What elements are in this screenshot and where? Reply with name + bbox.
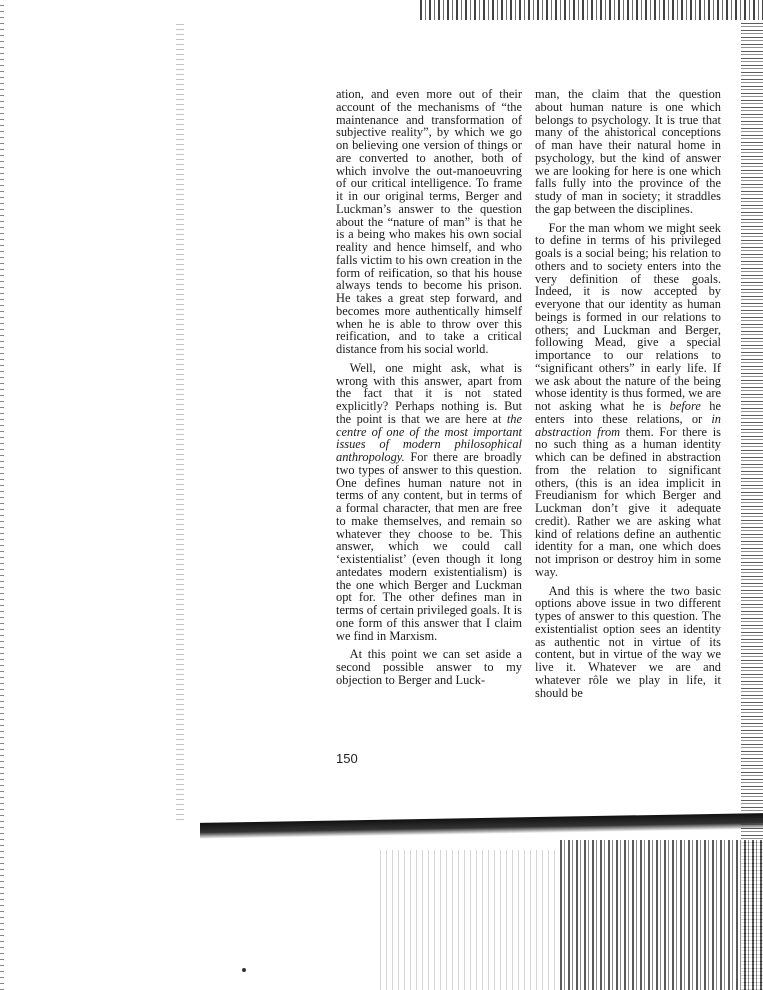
text-run: he enters into these relations, or [535, 399, 722, 426]
page-number: 150 [336, 751, 358, 766]
scan-speck [242, 968, 246, 972]
paragraph [535, 222, 721, 579]
paragraph [336, 88, 522, 356]
paragraph [336, 648, 522, 686]
text-run: them. For there is no such thing as a human identity which can be defined in abstraction from the relation to significant others, (this is an idea implicit in Freudianism for which Berger and Luckman don’t give it adequate credit). Rather we are asking what kind of relations define an authentic identity for a man, one which does not imprison or destroy him in some way. [535, 424, 721, 579]
italic-text: in abstraction from [535, 411, 721, 439]
paragraph [535, 585, 721, 700]
paragraph [535, 88, 721, 216]
italic-text: before [669, 399, 701, 413]
right-column [535, 88, 721, 699]
scan-artifact-bottom [380, 850, 560, 990]
text-run: And this is where the two basic options above issue in two different types of answer to this question. The existentialist option sees an identity as authentic not in virtue of its content, but in virtue of the way we live it. Whatever we are and whatever rôle we play in life, it should be [535, 583, 721, 700]
scan-artifact-top [420, 0, 763, 20]
text-run: For the man whom we might seek to define in terms of his privileged goals is a social being; his relation to others and to society enters into the very definition of these goals. Indeed, it is now accepted by everyone that our identity as human beings is formed in our relations to others; and Luckman and Berger, following Mead, give a special importance to our relations to “significant others” in early life. If we ask about the nature of the being whose identity is thus formed, we are not asking what he is [535, 220, 721, 413]
page-edge [176, 20, 184, 820]
text-run: ation, and even more out of their account of the mechanisms of “the maintenance and transformation of subjective reality”, by which we go on believing one version of things or are converted to another, both of which involve the out-manoeuvring of our critical intelligence. To frame it in our original terms, Berger and Luckman’s answer to the question about the “nature of man” is that he is a being who makes his own social reality and hence himself, and who falls victim to his own creation in the form of reification, so that his house always tends to become his prison. He takes a great step forward, and becomes more authentically himself when he is able to throw over this reification, and to take a critical distance from his social world. [336, 87, 522, 356]
scan-artifact-bottom-right [560, 840, 763, 990]
text-run: At this point we can set aside a second possible answer to my objection to Berger and Luck- [336, 647, 522, 687]
text-run: For there are broadly two types of answer to this question. One defines human nature not in terms of any content, but in terms of a formal character, that men are free to make themselves, and remain so whatever they choose to be. This answer, which we could call ‘existentialist’ (even though it long antedates modern existentialism) is the one which Berger and Luckman opt for. The other defines man in terms of certain privileged goals. It is one form of this answer that I claim we find in Marxism. [336, 450, 522, 643]
text-run: man, the claim that the question about human nature is one which belongs to psychology. It is true that many of the ahistorical conceptions of man have their natural home in psychology, but the kind of answer we are looking for here is one which falls fully into the province of the study of man in society; it straddles the gap between the disciplines. [535, 87, 721, 216]
page-bottom-shadow [200, 813, 763, 839]
text-run: Well, one might ask, what is wrong with this answer, apart from the fact that it is not stated explicitly? Perhaps nothing is. But the point is that we are here at [336, 360, 522, 426]
scan-artifact-left [0, 0, 4, 990]
italic-text: the centre of one of the most important issues of modern philosophical anthropology. [336, 411, 522, 464]
paragraph [336, 362, 522, 643]
left-column [336, 88, 522, 687]
